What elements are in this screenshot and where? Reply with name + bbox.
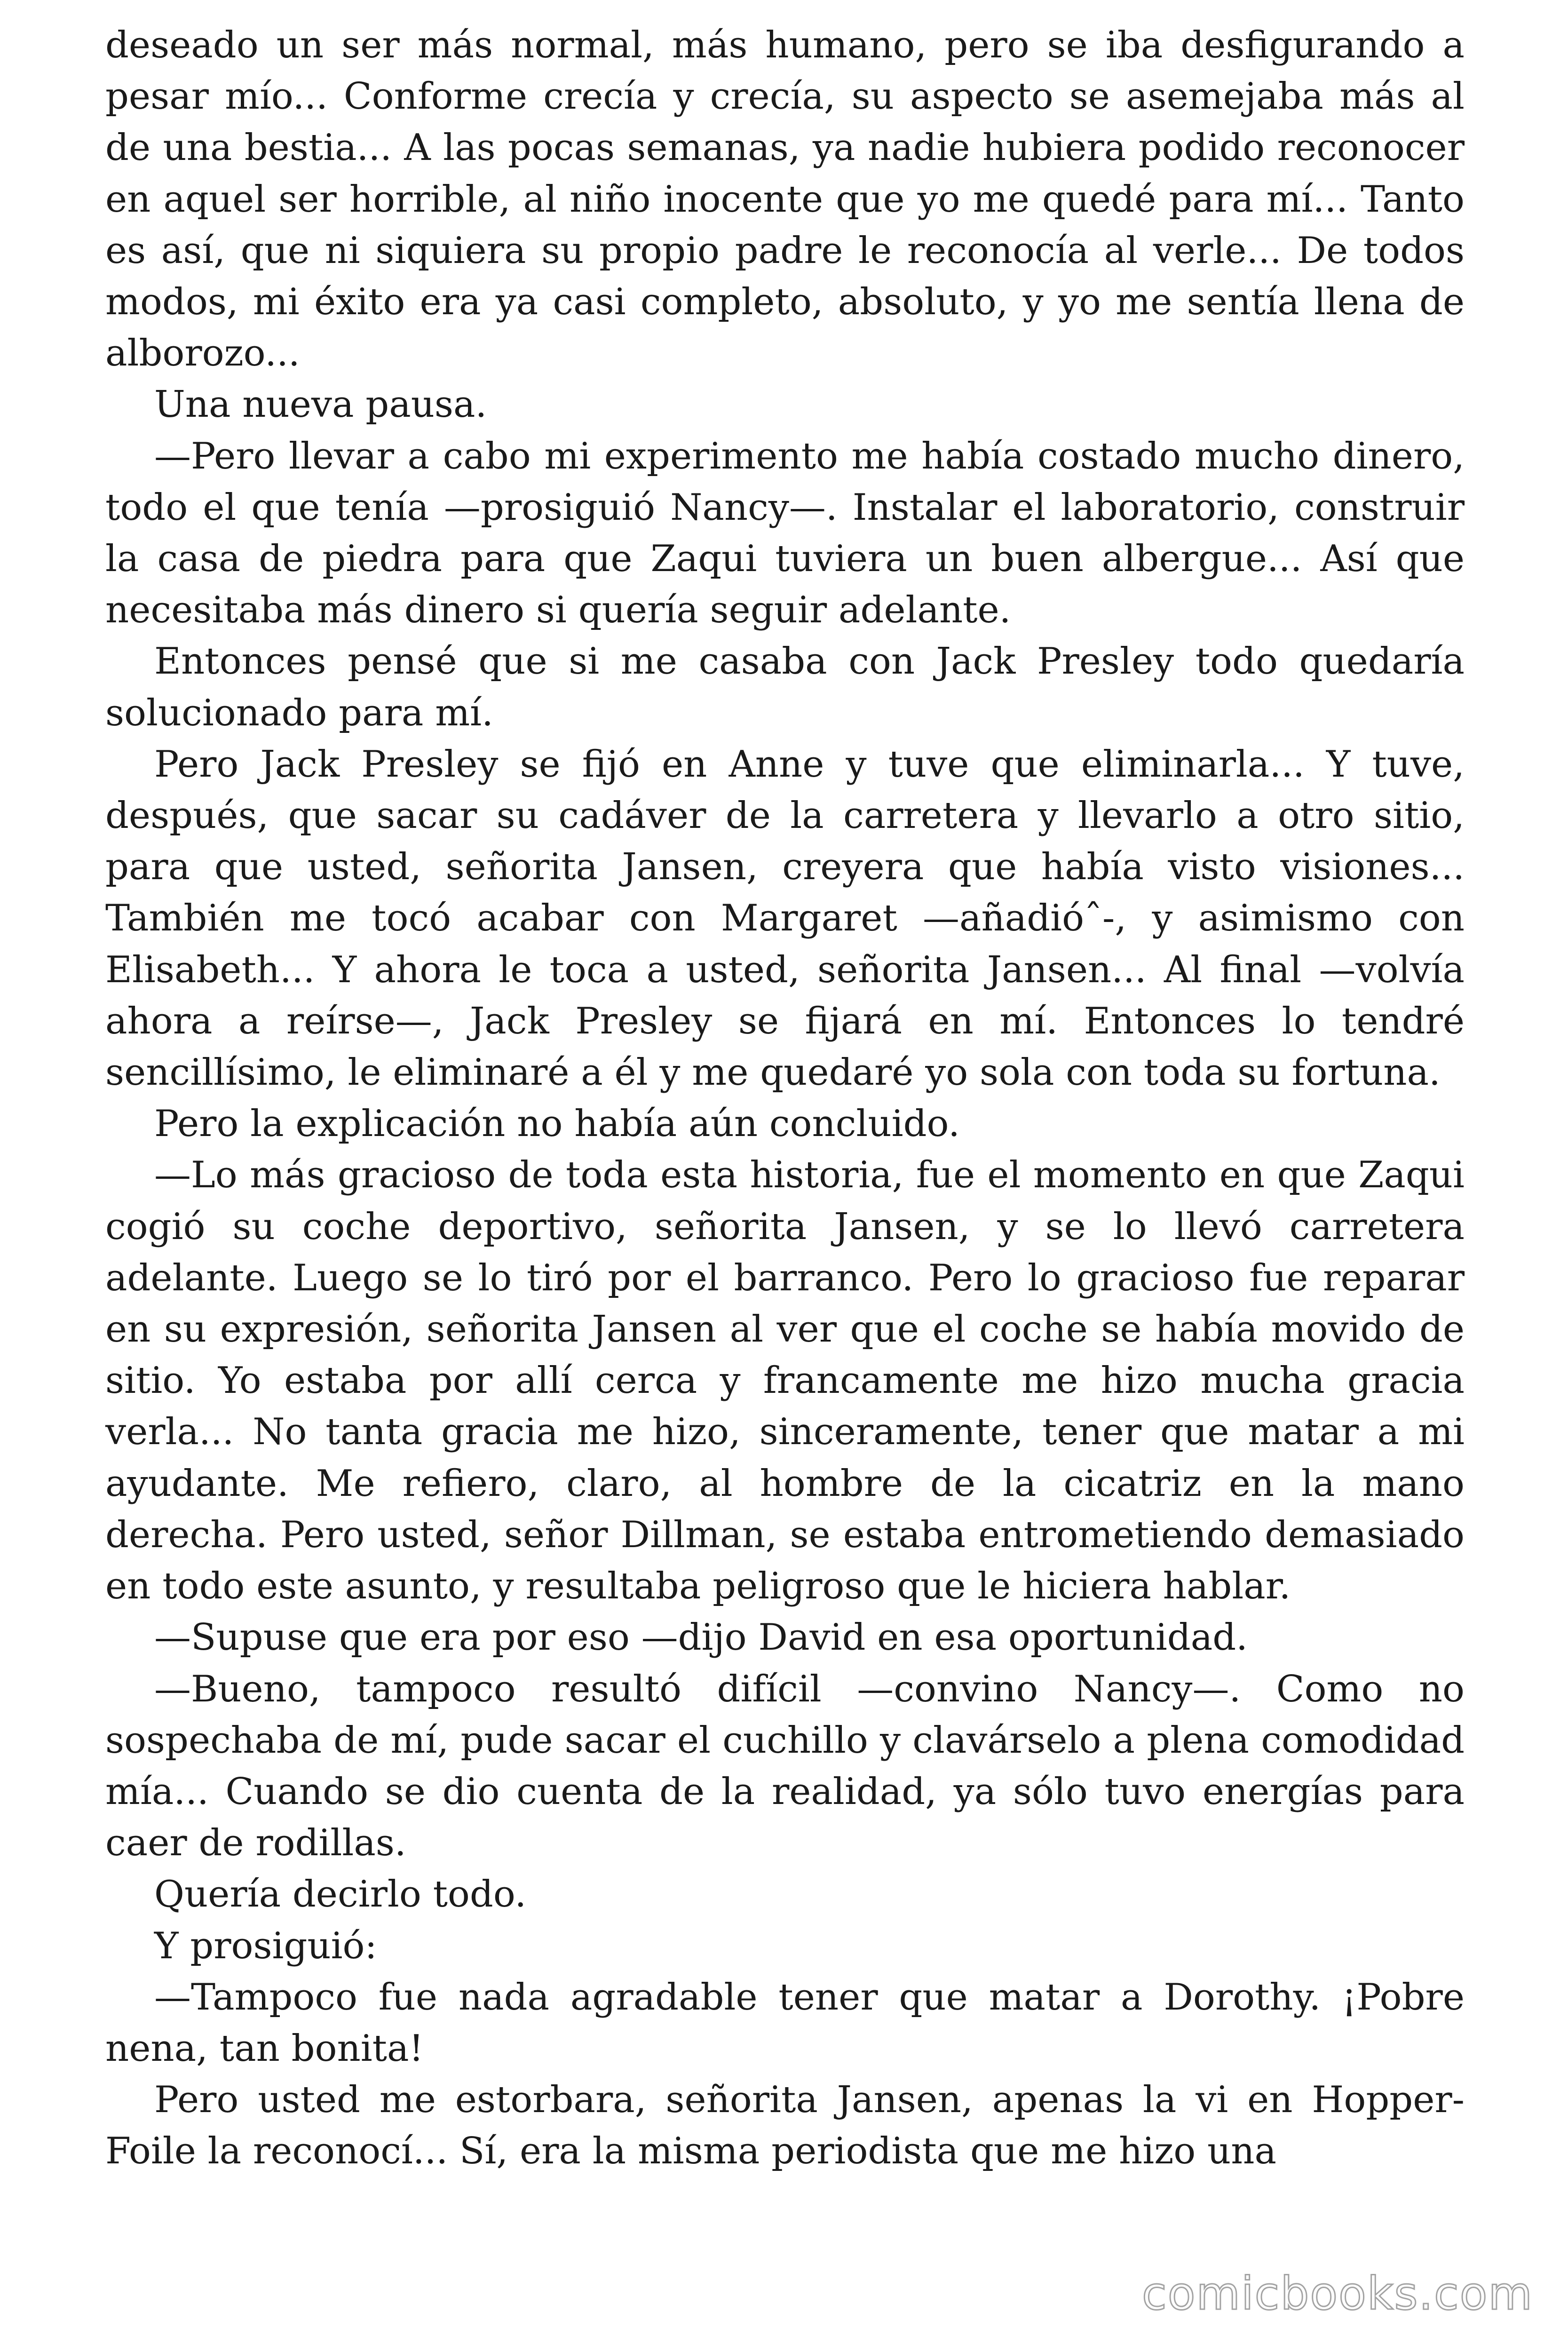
paragraph: —Supuse que era por eso —dijo David en esa oportunidad.	[154, 1616, 1248, 1659]
paragraph: Quería decirlo todo.	[154, 1873, 527, 1916]
paragraph: —Tampoco fue nada agradable tener que matar a Dorothy. ¡Pobre nena, tan bonita!	[105, 1976, 1465, 2070]
paragraph: —Lo más gracioso de toda esta historia, fue el momento en que Zaqui cogió su coche deportivo, señorita Jansen, y se lo llevó carretera adelante. Luego se lo tiró por el barranco. Pero lo gracioso fue reparar en su expresión, señorita Jansen al ver que el coche se había movido de sitio. Yo estaba por allí cerca y francamente me hizo mucha gracia verla... No tanta gracia me hizo, sinceramente, tener que matar a mi ayudante. Me refiero, claro, al hombre de la cicatriz en la mano derecha. Pero usted, señor Dillman, se estaba entrometiendo demasiado en todo este asunto, y resultaba peligroso que le hiciera hablar.	[105, 1154, 1465, 1608]
paragraph: Pero Jack Presley se fijó en Anne y tuve que eliminarla... Y tuve, después, que sacar su cadáver de la carretera y llevarlo a otro sitio, para que usted, señorita Jansen, creyera que había visto visiones... También me tocó acabar con Margaret —añadióˆ-, y asimismo con Elisabeth... Y ahora le toca a usted, señorita Jansen... Al final —volvía ahora a reírse—, Jack Presley se fijará en mí. Entonces lo tendré sencillísimo, le eliminaré a él y me quedaré yo sola con toda su fortuna.	[105, 743, 1465, 1094]
watermark: comicbooks.com	[1141, 2267, 1533, 2320]
paragraph: —Bueno, tampoco resultó difícil —convino Nancy—. Como no sospechaba de mí, pude sacar el cuchillo y clavárselo a plena comodidad mía... Cuando se dio cuenta de la realidad, ya sólo tuvo energías para caer de rodillas.	[105, 1668, 1465, 1865]
book-page	[105, 20, 1465, 2177]
paragraph: —Pero llevar a cabo mi experimento me había costado mucho dinero, todo el que tenía —prosiguió Nancy—. Instalar el laboratorio, construir la casa de piedra para que Zaqui tuviera un buen albergue... Así que necesitaba más dinero si quería seguir adelante.	[105, 435, 1465, 632]
paragraph: Y prosiguió:	[154, 1924, 377, 1967]
paragraph: Pero la explicación no había aún concluido.	[154, 1103, 960, 1145]
paragraph: deseado un ser más normal, más humano, pero se iba desfigurando a pesar mío... Conforme crecía y crecía, su aspecto se asemejaba más al de una bestia... A las pocas semanas, ya nadie hubiera podido reconocer en aquel ser horrible, al niño inocente que yo me quedé para mí... Tanto es así, que ni siquiera su propio padre le reconocía al verle... De todos modos, mi éxito era ya casi completo, absoluto, y yo me sentía llena de alborozo...	[105, 24, 1465, 375]
paragraph: Una nueva pausa.	[154, 383, 487, 426]
paragraph: Pero usted me estorbara, señorita Jansen, apenas la vi en Hopper-Foile la reconocí... Sí, era la misma periodista que me hizo una	[105, 2079, 1465, 2173]
paragraph: Entonces pensé que si me casaba con Jack Presley todo quedaría solucionado para mí.	[105, 640, 1465, 734]
